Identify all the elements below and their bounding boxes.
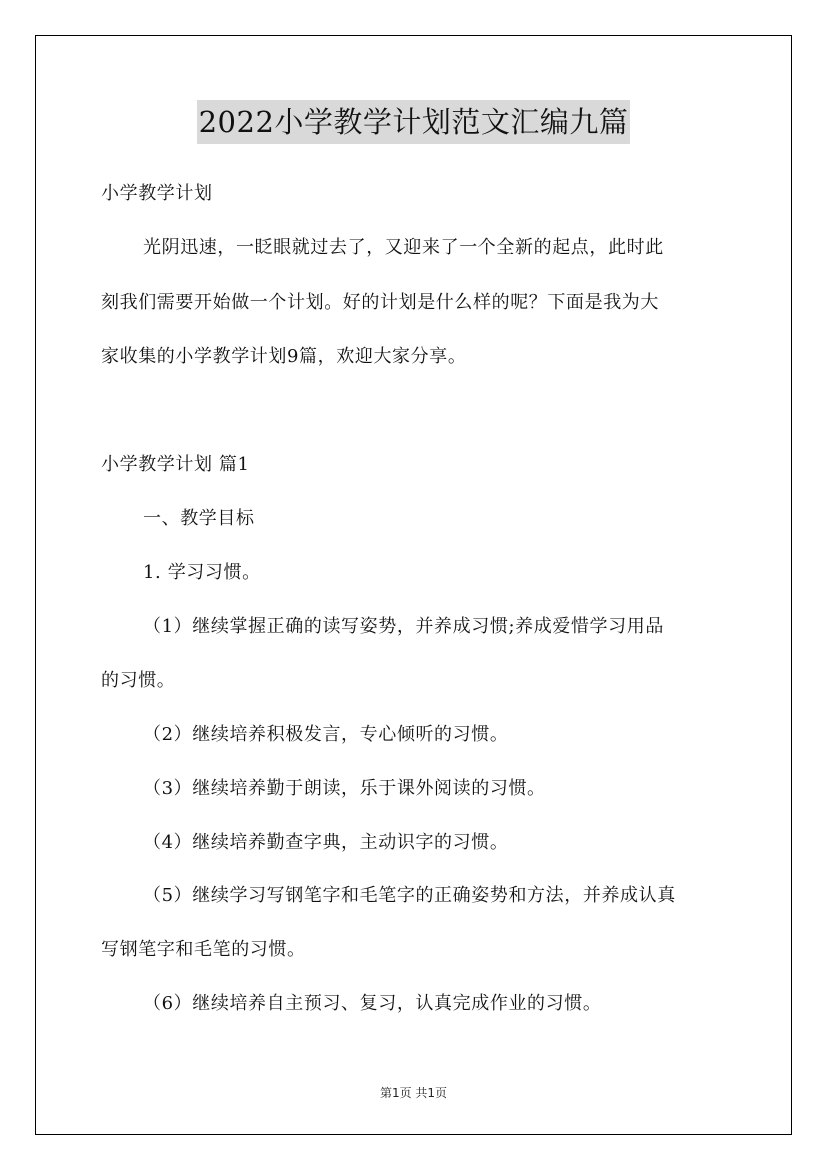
list-item-continuation: 写钢笔字和毛笔的习惯。 [101, 939, 306, 960]
title-text: 2022小学教学计划范文汇编九篇 [197, 100, 631, 144]
list-item: （1）继续掌握正确的读写姿势，并养成习惯;养成爱惜学习用品 [143, 616, 664, 637]
document-title [0, 100, 827, 144]
list-heading: 1. 学习习惯。 [143, 562, 261, 583]
list-item: （2）继续培养积极发言，专心倾听的习惯。 [143, 724, 509, 745]
list-item: （3）继续培养勤于朗读，乐于课外阅读的习惯。 [143, 778, 546, 799]
list-item: （5）继续学习写钢笔字和毛笔字的正确姿势和方法，并养成认真 [143, 885, 676, 906]
section-heading: 小学教学计划 [101, 183, 213, 204]
list-item-continuation: 的习惯。 [101, 670, 176, 691]
paragraph-line: 刻我们需要开始做一个计划。好的计划是什么样的呢？下面是我为大 [101, 292, 659, 313]
paragraph-line: 家收集的小学教学计划9篇，欢迎大家分享。 [101, 346, 467, 367]
chapter-heading: 小学教学计划 篇1 [101, 454, 250, 475]
list-item: （4）继续培养勤查字典，主动识字的习惯。 [143, 832, 509, 853]
list-item: （6）继续培养自主预习、复习，认真完成作业的习惯。 [143, 993, 602, 1014]
page-footer: 第1页 共1页 [379, 1086, 448, 1100]
subheading: 一、教学目标 [143, 508, 255, 529]
paragraph-line: 光阴迅速，一眨眼就过去了，又迎来了一个全新的起点，此时此 [143, 237, 664, 258]
